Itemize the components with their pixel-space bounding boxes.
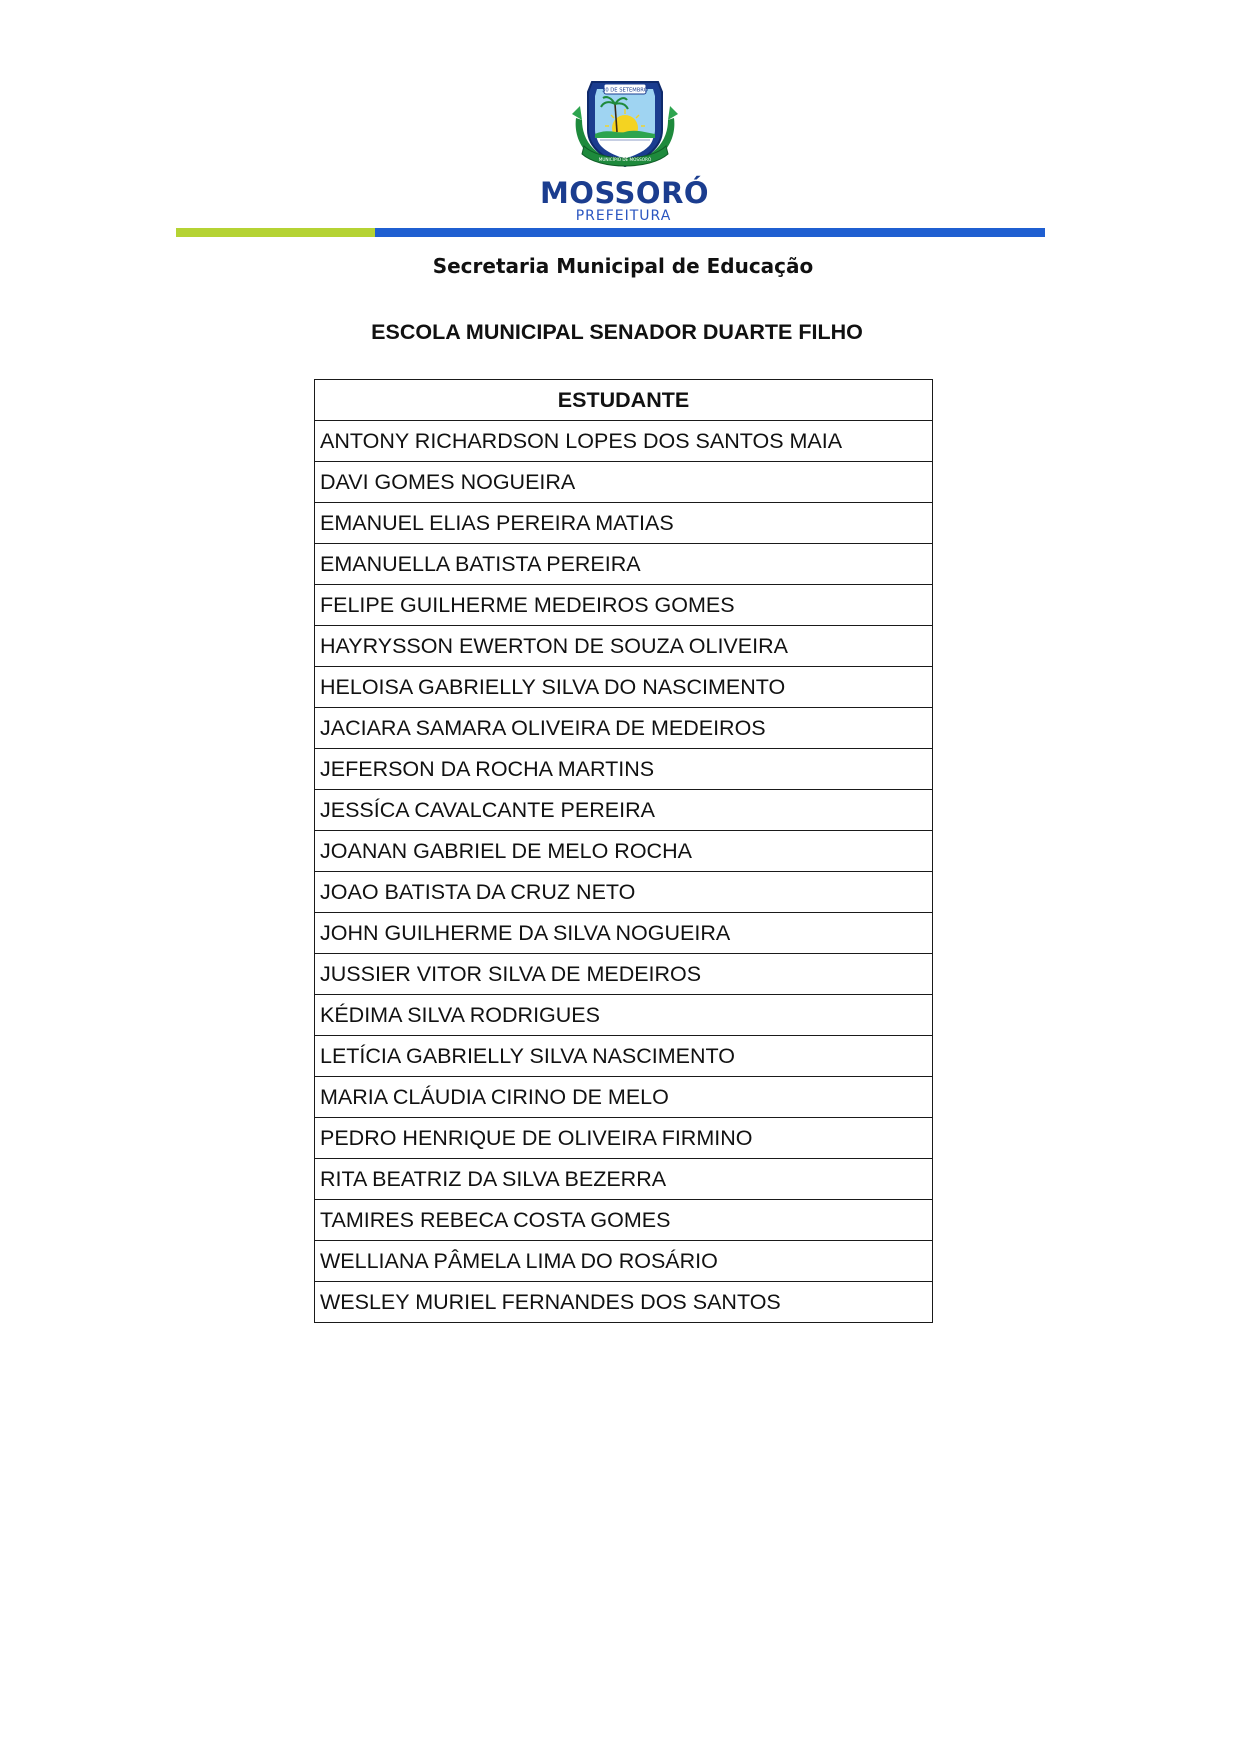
table-row — [315, 585, 933, 626]
table-row — [315, 1118, 933, 1159]
table-row — [315, 667, 933, 708]
student-name: HAYRYSSON EWERTON DE SOUZA OLIVEIRA — [315, 626, 933, 667]
header-color-bar — [176, 228, 1045, 237]
table-row — [315, 790, 933, 831]
table-row — [315, 954, 933, 995]
student-name: JOHN GUILHERME DA SILVA NOGUEIRA — [315, 913, 933, 954]
student-name: JACIARA SAMARA OLIVEIRA DE MEDEIROS — [315, 708, 933, 749]
table-row — [315, 708, 933, 749]
table-row — [315, 749, 933, 790]
table-row — [315, 1077, 933, 1118]
crest-banner-text: 30 DE SETEMBRO — [601, 87, 648, 94]
student-name: JUSSIER VITOR SILVA DE MEDEIROS — [315, 954, 933, 995]
student-name: EMANUELLA BATISTA PEREIRA — [315, 544, 933, 585]
color-bar-green — [176, 228, 375, 237]
student-name: KÉDIMA SILVA RODRIGUES — [315, 995, 933, 1036]
student-name: WESLEY MURIEL FERNANDES DOS SANTOS — [315, 1282, 933, 1323]
student-name: JEFERSON DA ROCHA MARTINS — [315, 749, 933, 790]
prefeitura-logo — [0, 76, 1241, 224]
city-subtitle: PREFEITURA — [575, 208, 672, 224]
student-name: HELOISA GABRIELLY SILVA DO NASCIMENTO — [315, 667, 933, 708]
table-row — [315, 1036, 933, 1077]
crest-ribbon-text: MUNICÍPIO DE MOSSORÓ — [598, 157, 651, 162]
student-name: PEDRO HENRIQUE DE OLIVEIRA FIRMINO — [315, 1118, 933, 1159]
table-row — [315, 1241, 933, 1282]
student-name: TAMIRES REBECA COSTA GOMES — [315, 1200, 933, 1241]
column-header-estudante: ESTUDANTE — [315, 380, 933, 421]
table-row — [315, 831, 933, 872]
student-name: WELLIANA PÂMELA LIMA DO ROSÁRIO — [315, 1241, 933, 1282]
student-name: FELIPE GUILHERME MEDEIROS GOMES — [315, 585, 933, 626]
table-row — [315, 544, 933, 585]
student-name: RITA BEATRIZ DA SILVA BEZERRA — [315, 1159, 933, 1200]
table-row — [315, 626, 933, 667]
table-row — [315, 913, 933, 954]
table-header-row — [315, 380, 933, 421]
student-name: DAVI GOMES NOGUEIRA — [315, 462, 933, 503]
color-bar-blue — [375, 228, 1045, 237]
table-row — [315, 1282, 933, 1323]
table-row — [315, 421, 933, 462]
student-name: JESSÍCA CAVALCANTE PEREIRA — [315, 790, 933, 831]
municipal-crest-icon — [570, 76, 680, 172]
student-name: JOAO BATISTA DA CRUZ NETO — [315, 872, 933, 913]
student-name: MARIA CLÁUDIA CIRINO DE MELO — [315, 1077, 933, 1118]
table-row — [315, 1159, 933, 1200]
school-title: ESCOLA MUNICIPAL SENADOR DUARTE FILHO — [371, 320, 863, 344]
student-name: EMANUEL ELIAS PEREIRA MATIAS — [315, 503, 933, 544]
city-name: MOSSORÓ — [539, 176, 710, 210]
table-row — [315, 462, 933, 503]
table-row — [315, 503, 933, 544]
department-name: Secretaria Municipal de Educação — [432, 254, 814, 278]
student-name: LETÍCIA GABRIELLY SILVA NASCIMENTO — [315, 1036, 933, 1077]
students-table — [314, 379, 933, 1323]
table-row — [315, 1200, 933, 1241]
student-name: JOANAN GABRIEL DE MELO ROCHA — [315, 831, 933, 872]
student-name: ANTONY RICHARDSON LOPES DOS SANTOS MAIA — [315, 421, 933, 462]
table-row — [315, 872, 933, 913]
table-row — [315, 995, 933, 1036]
